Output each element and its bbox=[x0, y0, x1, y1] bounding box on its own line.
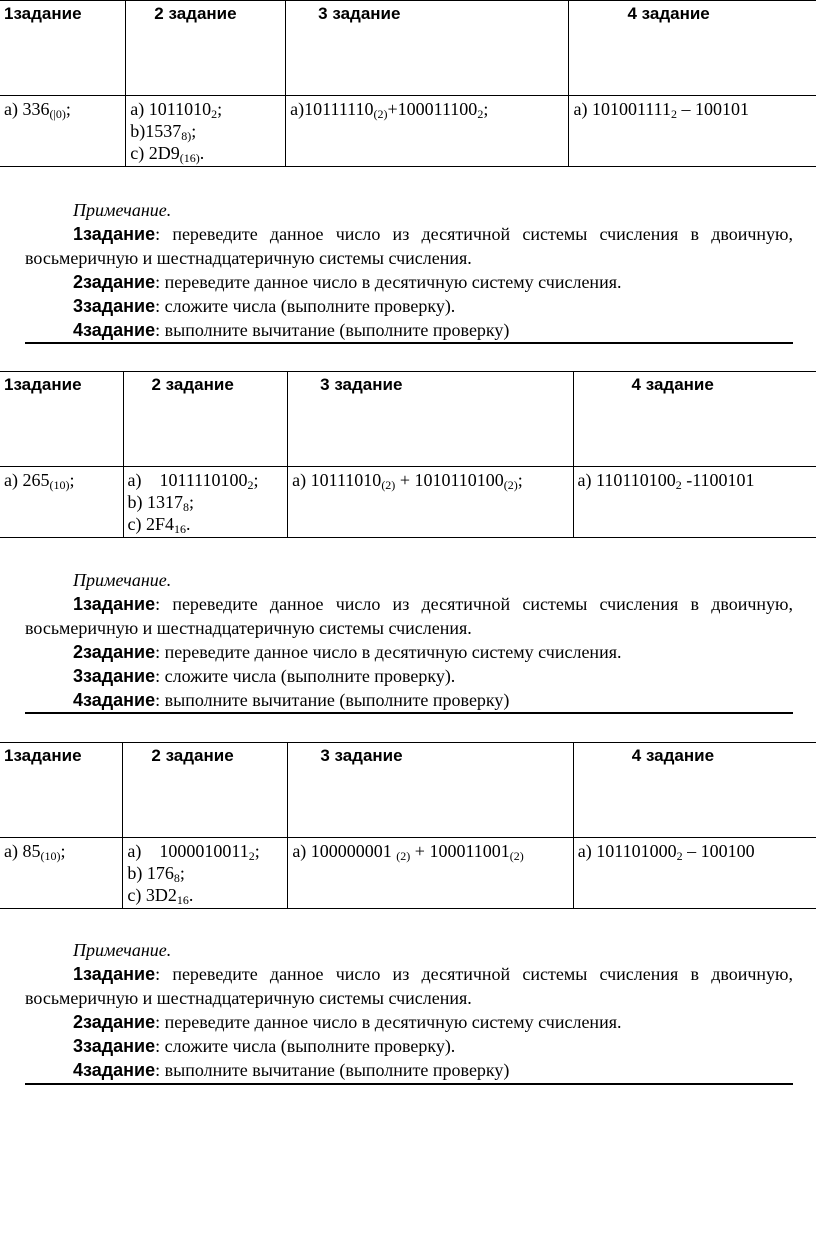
task-2-cell: а) $1011110100_2$; b) $1317_8$; с) $2F4_{16}$. bbox=[123, 467, 288, 538]
note-task-2: 2задание: переведите данное число в десятичную систему счисления. bbox=[73, 1012, 622, 1032]
task-2-cell: а) $1000010011_2$; b) $176_8$; с) $3D2_{16}$. bbox=[123, 838, 288, 909]
header-task-2: 2 задание bbox=[126, 1, 286, 96]
task-table bbox=[0, 371, 816, 538]
header-task-4: 4 задание bbox=[573, 743, 816, 838]
task-4-cell: а) $101001111_2 - 100101$ bbox=[569, 96, 816, 167]
note-title: Примечание. bbox=[73, 940, 172, 960]
table-row bbox=[0, 838, 816, 909]
note-task-2: 2задание: переведите данное число в десятичную систему счисления. bbox=[73, 642, 622, 662]
header-task-1: 1задание bbox=[0, 743, 123, 838]
note-block bbox=[25, 568, 793, 712]
table-header-row bbox=[0, 1, 816, 96]
task-table bbox=[0, 742, 816, 909]
header-task-4: 4 задание bbox=[573, 372, 816, 467]
note-block bbox=[25, 198, 793, 342]
note-task-3: 3задание: сложите числа (выполните проверку). bbox=[73, 666, 456, 686]
note-task-4: 4задание: выполните вычитание (выполните проверку) bbox=[73, 320, 510, 340]
table-row bbox=[0, 467, 816, 538]
header-task-2: 2 задание bbox=[123, 372, 288, 467]
header-task-3: 3 задание bbox=[286, 1, 569, 96]
separator-line bbox=[25, 1083, 793, 1085]
note-task-4: 4задание: выполните вычитание (выполните проверку) bbox=[73, 690, 510, 710]
task-3-cell: а) 100000001 $_{(2)} + 100011001_{(2)}$ bbox=[288, 838, 573, 909]
header-task-3: 3 задание bbox=[288, 743, 573, 838]
task-2-cell: а) $1011010_2$; $b)1537_{8)}$; с) $2D9_{(16)}$. bbox=[126, 96, 286, 167]
note-task-3: 3задание: сложите числа (выполните проверку). bbox=[73, 296, 456, 316]
table-header-row bbox=[0, 372, 816, 467]
note-task-3: 3задание: сложите числа (выполните проверку). bbox=[73, 1036, 456, 1056]
table-row bbox=[0, 96, 816, 167]
note-title: Примечание. bbox=[73, 570, 172, 590]
note-task-2: 2задание: переведите данное число в десятичную систему счисления. bbox=[73, 272, 622, 292]
header-task-1: 1задание bbox=[0, 372, 123, 467]
header-task-3: 3 задание bbox=[288, 372, 573, 467]
task-table bbox=[0, 0, 816, 167]
separator-line bbox=[25, 712, 793, 714]
note-task-1: 1задание: переведите данное число из десятичной системы счисления в двоичную, восьмеричную и шестнадцатеричную системы счисления. bbox=[25, 964, 793, 1008]
note-task-1: 1задание: переведите данное число из десятичной системы счисления в двоичную, восьмеричную и шестнадцатеричную системы счисления. bbox=[25, 224, 793, 268]
task-4-cell: а) $101101000_2 - 100100$ bbox=[573, 838, 816, 909]
note-block bbox=[25, 938, 793, 1082]
header-task-4: 4 задание bbox=[569, 1, 816, 96]
header-task-1: 1задание bbox=[0, 1, 126, 96]
task-1-cell: а) $265_{(10)}$; bbox=[0, 467, 123, 538]
table-header-row bbox=[0, 743, 816, 838]
header-task-2: 2 задание bbox=[123, 743, 288, 838]
note-title: Примечание. bbox=[73, 200, 172, 220]
note-task-1: 1задание: переведите данное число из десятичной системы счисления в двоичную, восьмеричную и шестнадцатеричную системы счисления. bbox=[25, 594, 793, 638]
task-3-cell: $а)10111110_{(2)}+100011100_2$; bbox=[286, 96, 569, 167]
task-3-cell: а) $10111010_{(2)} + 1010110100_{(2)}$; bbox=[288, 467, 573, 538]
task-1-cell: а) $336_{(|0)}$; bbox=[0, 96, 126, 167]
task-1-cell: а) $85_{(10)}$; bbox=[0, 838, 123, 909]
separator-line bbox=[25, 342, 793, 344]
task-4-cell: а) $110110100_2$ -1100101 bbox=[573, 467, 816, 538]
note-task-4: 4задание: выполните вычитание (выполните проверку) bbox=[73, 1060, 510, 1080]
